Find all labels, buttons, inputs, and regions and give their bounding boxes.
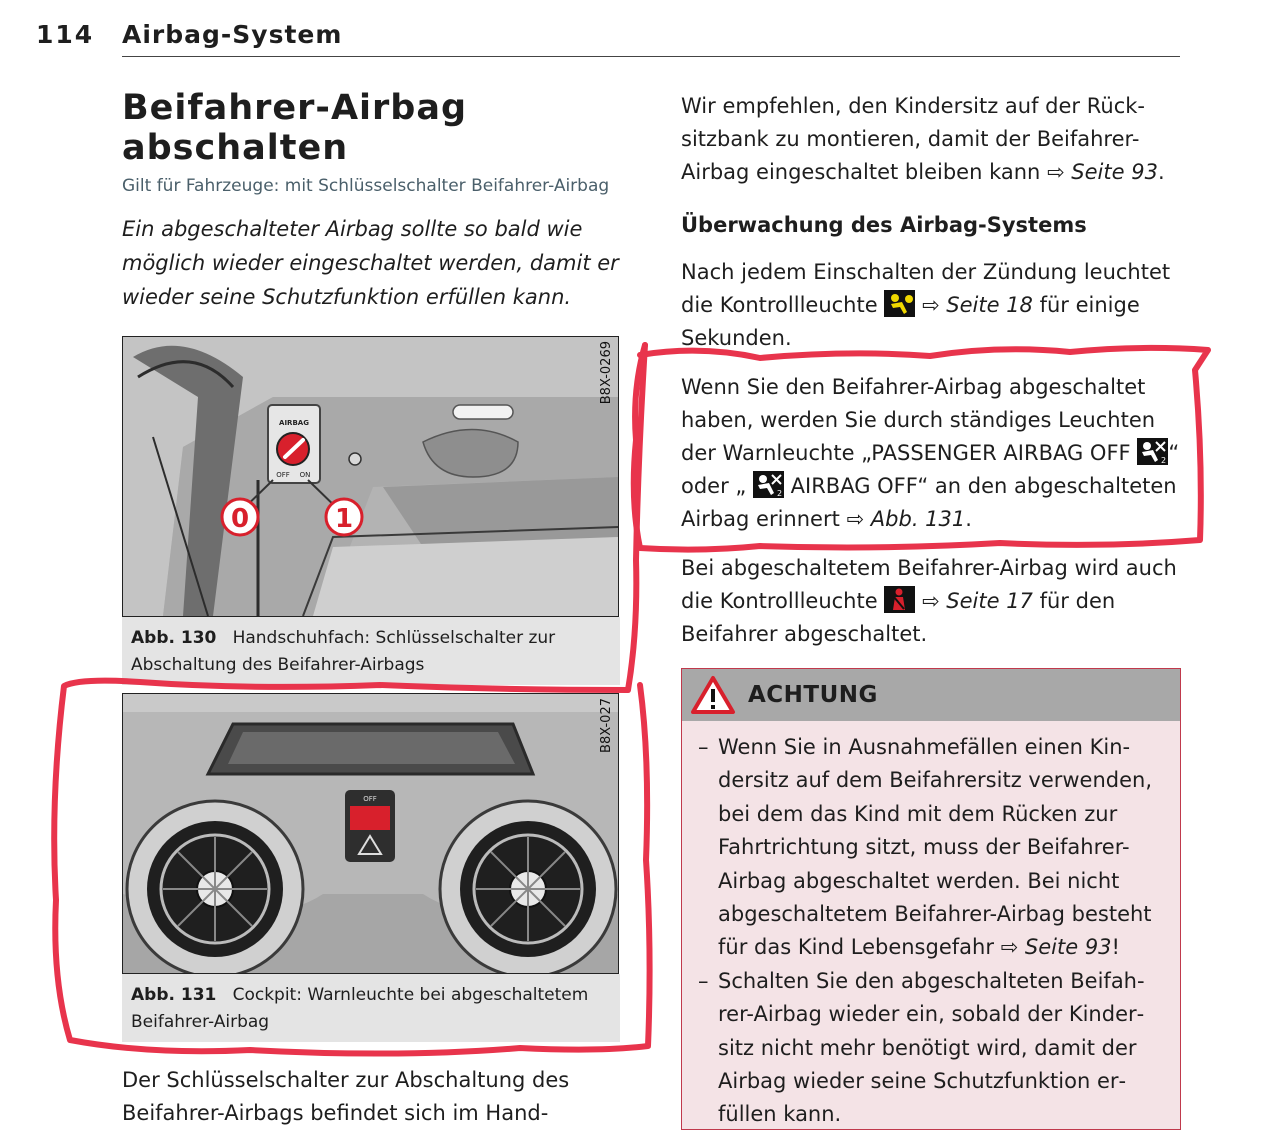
warning-text: ! — [1111, 935, 1120, 960]
intro-text: Ein abgeschalteter Airbag sollte so bald wie möglich wieder eingeschaltet werden, damit er wieder seine Schutzfunktion erfüllen kann. — [122, 217, 619, 309]
switch-label: AIRBAG — [279, 419, 309, 427]
figure-130 — [122, 336, 620, 685]
paragraph-text: Nach jedem Einschalten der Zündung leuchtet die Kontrollleuchte — [681, 260, 1171, 317]
svg-text:2: 2 — [1161, 456, 1167, 465]
paragraph-text: Wenn Sie den Beifahrer-Airbag abgeschaltet haben, werden Sie durch ständiges Leuchten der Warnleuchte „PASSENGER AIRBAG OFF — [681, 375, 1156, 465]
figure-tag: B8X-027 — [599, 698, 614, 753]
chapter-title: Airbag-System — [122, 20, 343, 49]
paragraph-text: . — [965, 507, 972, 531]
figure-reference-link[interactable]: ⇨ Abb. 131 — [846, 507, 966, 531]
cockpit-illustration — [122, 693, 619, 974]
paragraph-indicator-off — [681, 552, 1191, 651]
warning-triangle-icon — [690, 675, 736, 715]
page-number: 114 — [36, 20, 95, 49]
paragraph-text: AIRBAG OFF“ an den abgeschalteten Airbag erinnert — [681, 474, 1177, 531]
callout-0: 0 — [230, 504, 250, 534]
callout-1: 1 — [334, 504, 354, 534]
paragraph-text: für den Beifahrer abgeschaltet. — [681, 589, 1116, 646]
warning-text: Schalten Sie den abgeschalteten Beifahrer-Airbag wieder ein, sobald der Kindersitz nicht mehr benötigt wird, damit der Airbag wieder seine Schutzfunktion erfüllen kann. — [718, 968, 1145, 1127]
figure-caption-text: Cockpit: Warnleuchte bei abgeschaltetem Beifahrer-Airbag — [131, 985, 589, 1032]
figure-tag: B8X-0269 — [599, 341, 614, 405]
paragraph-text: “ oder „ — [681, 441, 1180, 498]
paragraph-text: . — [1157, 160, 1165, 184]
passenger-airbag-off-icon — [753, 471, 784, 498]
page-reference-link[interactable]: ⇨ Seite 18 — [922, 293, 1033, 317]
paragraph-ignition — [681, 256, 1191, 355]
seatbelt-warning-icon — [884, 586, 915, 613]
paragraph-text: Bei abgeschaltetem Beifahrer-Airbag wird auch die Kontrollleuchte — [681, 556, 1177, 613]
warning-box — [681, 668, 1181, 1130]
header-rule — [122, 56, 1180, 57]
paragraph-passenger-airbag-off — [681, 371, 1191, 536]
figure-number: Abb. 131 — [131, 985, 217, 1005]
figure-caption — [122, 617, 620, 685]
paragraph-text: für einige Sekunden. — [681, 293, 1140, 350]
figure-number: Abb. 130 — [131, 628, 217, 648]
switch-off-label: OFF — [276, 471, 290, 479]
figure-caption — [122, 974, 620, 1042]
warning-title: ACHTUNG — [748, 682, 878, 708]
svg-text:2: 2 — [776, 489, 783, 498]
switch-on-label: ON — [299, 471, 311, 479]
page-reference-link[interactable]: ⇨ Seite 93 — [1000, 935, 1112, 960]
airbag-warning-icon — [884, 290, 915, 317]
warning-text: Wenn Sie in Ausnahmefällen einen Kindersitz auf dem Beifahrersitz verwenden, bei dem das Kind mit dem Rücken zur Fahrtrichtung sitzt, muss der Beifahrer-Airbag abgeschaltet werden. Bei nicht abgeschaltetem Beifahrer-Airbag besteht für das Kind Lebensgefahr — [718, 735, 1153, 960]
list-item: – Schalten Sie den abgeschalteten Beifahrer-Airbag wieder ein, sobald der Kindersitz nicht mehr benötigt wird, damit der Airbag wieder seine Schutzfunktion erfüllen kann. — [698, 968, 1145, 1127]
cockpit-drawing — [123, 694, 618, 973]
warning-header — [682, 669, 1180, 721]
paragraph-child-seat — [681, 90, 1191, 189]
glovebox-illustration — [122, 336, 619, 617]
passenger-airbag-off-icon — [1137, 438, 1168, 465]
list-item: – Wenn Sie in Ausnahmefällen einen Kindersitz auf dem Beifahrersitz verwenden, bei dem das Kind mit dem Rücken zur Fahrtrichtung sitzt, muss der Beifahrer-Airbag abgeschaltet werden. Bei nicht abgeschaltetem Beifahrer-Airbag besteht für das Kind Lebensgefahr ⇨ Seite 93! — [698, 735, 1153, 960]
body-paragraph: Der Schlüsselschalter zur Abschaltung des Beifahrer-Airbags befindet sich im Hand- — [122, 1068, 570, 1125]
paragraph-text: Wir empfehlen, den Kindersitz auf der Rücksitzbank zu montieren, damit der Beifahrer-Airbag eingeschaltet bleiben kann — [681, 94, 1145, 184]
figure-caption-text: Handschuhfach: Schlüsselschalter zur Abschaltung des Beifahrer-Airbags — [131, 628, 556, 675]
applies-to-note: Gilt für Fahrzeuge: mit Schlüsselschalter Beifahrer-Airbag — [122, 176, 610, 196]
figure-131 — [122, 693, 620, 1042]
lamp-label: OFF — [363, 795, 377, 803]
page-reference-link[interactable]: ⇨ Seite 93 — [1047, 160, 1158, 184]
glovebox-drawing — [123, 337, 618, 616]
warning-list — [682, 731, 1180, 1132]
page-reference-link[interactable]: ⇨ Seite 17 — [922, 589, 1033, 613]
section-title: Beifahrer-Airbag abschalten — [122, 88, 468, 168]
subheading: Überwachung des Airbag-Systems — [681, 213, 1087, 237]
